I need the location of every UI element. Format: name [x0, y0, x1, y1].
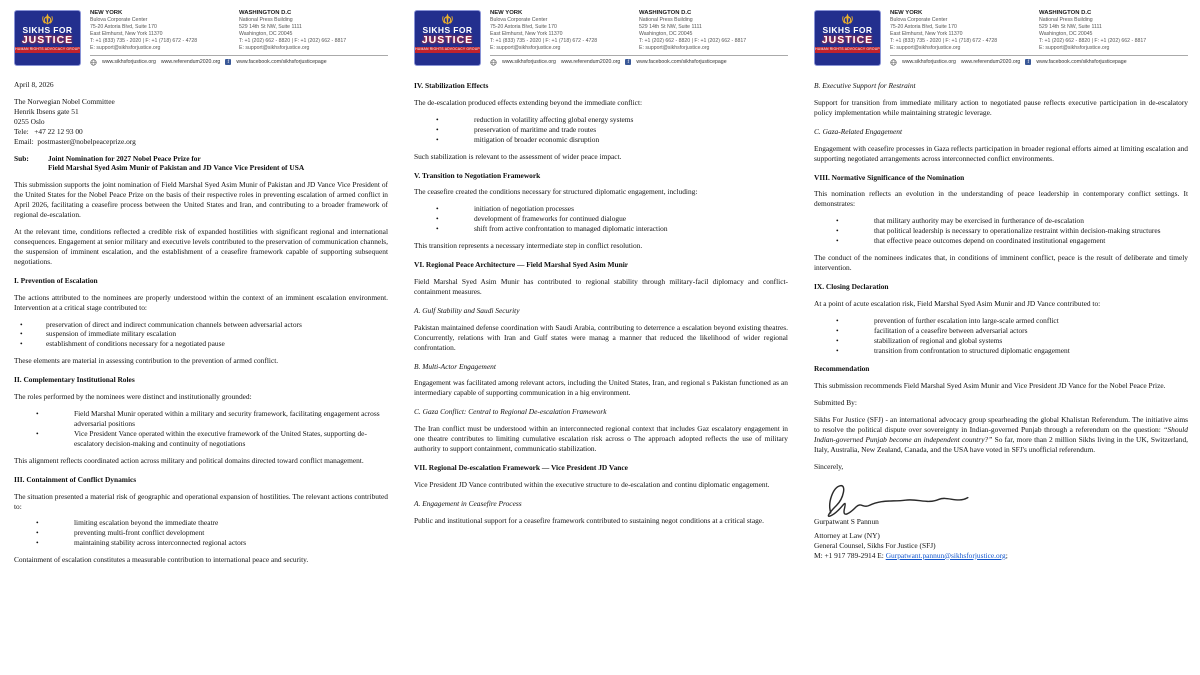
subsection-heading: A. Gulf Stability and Saudi Security: [414, 305, 520, 315]
address-line: E: support@sikhsforjustice.org: [490, 45, 561, 52]
office-title: NEW YORK: [890, 10, 923, 16]
paragraph: Containment of escalation constitutes a measurable contribution to international peace and security.: [14, 555, 309, 565]
washington-office-address: [239, 10, 388, 52]
logo-text-line2: JUSTICE: [421, 33, 474, 46]
paragraph: The situation presented a material risk of geographic and operational expansion of hostilities. The relevant actions contributed to:: [14, 491, 388, 511]
bullet-item: [14, 329, 388, 339]
bullet-item: [14, 538, 388, 548]
contact-text: ;: [1005, 550, 1008, 560]
website-url[interactable]: www.referendum2020.org: [560, 59, 621, 66]
address-line: E: support@sikhsforjustice.org: [639, 45, 710, 52]
subject-text: [48, 154, 304, 174]
bullet-text: that political leadership is necessary to operationalize restraint within decision-making structures: [874, 226, 1161, 236]
letter-body: [14, 80, 388, 565]
bullet-text: Field Marshal Munir operated within a military and security framework, facilitating engagement across adversarial positions: [74, 409, 380, 428]
bullet-text: suspension of immediate military escalation: [46, 329, 177, 339]
address-line: E: support@sikhsforjustice.org: [239, 45, 310, 52]
bullet-list: [814, 216, 1188, 246]
subject-text-line: Joint Nomination for 2027 Nobel Peace Prize for: [48, 153, 201, 163]
logo-banner-text: HUMAN RIGHTS ADVOCACY GROUP: [15, 46, 80, 51]
bullet-text: facilitation of a ceasefire between adversarial actors: [874, 325, 1028, 335]
section-heading: VI. Regional Peace Architecture — Field Marshal Syed Asim Munir: [414, 260, 629, 270]
address-line: National Press Building: [639, 17, 693, 23]
bullet-item: [14, 528, 388, 538]
logo-text-line1: SIKHS FOR: [422, 25, 473, 35]
bullet-item: [414, 125, 788, 135]
section-heading: II. Complementary Institutional Roles: [14, 375, 135, 385]
signer-title-line: General Counsel, Sikhs For Justice (SFJ): [814, 540, 936, 550]
section-heading: III. Containment of Conflict Dynamics: [14, 474, 137, 484]
address-line: Washington, DC 20045: [239, 31, 293, 38]
bullet-marker: •: [436, 124, 439, 134]
address-line: The Norwegian Nobel Committee: [14, 96, 115, 106]
newyork-office-address: [90, 10, 239, 52]
bullet-text: that military authority may be exercised in furtherance of de-escalation: [874, 216, 1084, 226]
bullet-marker: •: [36, 428, 39, 438]
address-line: T: +1 (202) 662 - 8820 | F: +1 (202) 662 - 8817: [639, 38, 747, 45]
office-title: WASHINGTON D.C: [639, 10, 692, 16]
bullet-marker: •: [436, 134, 439, 144]
bullet-item: [814, 226, 1188, 236]
website-row: [490, 55, 788, 66]
website-url[interactable]: www.facebook.com/sikhsforjusticepage: [236, 59, 327, 66]
logo-text-line2: JUSTICE: [821, 33, 874, 46]
paragraph: The actions attributed to the nominees are properly understood within the context of an imminent escalation environment. Intervention at a critical stage contributed to:: [14, 292, 388, 312]
website-url[interactable]: www.referendum2020.org: [960, 59, 1021, 66]
paragraph: Pakistan maintained defense coordination with Saudi Arabia, contributing to deterrence a escalation beyond existing theatres. Concurrently, relations with Iran and Gulf states were manag a manner that reduced the likelihood of wider regional confrontation.: [414, 322, 788, 352]
paragraph: This nomination reflects an evolution in the understanding of peace leadership in contemporary conflict settings. It demonstrates:: [814, 189, 1188, 209]
letter-page-1: [0, 0, 400, 675]
website-url[interactable]: www.facebook.com/sikhsforjusticepage: [1036, 59, 1127, 66]
bullet-marker: •: [836, 335, 839, 345]
paragraph: Public and institutional support for a ceasefire framework contributed to sustaining negot conditions at a critical stage.: [414, 515, 764, 525]
section-heading: V. Transition to Negotiation Framework: [414, 170, 541, 180]
bullet-item: [414, 204, 788, 214]
subsection-heading: B. Executive Support for Restraint: [814, 81, 916, 90]
bullet-item: [14, 518, 388, 528]
logo-text-line1: SIKHS FOR: [822, 25, 873, 35]
section-heading: I. Prevention of Escalation: [14, 275, 98, 285]
website-row: [90, 55, 388, 66]
signer-block: [814, 517, 1188, 561]
address-line: E: support@sikhsforjustice.org: [90, 45, 161, 52]
email-link[interactable]: Gurpatwant.pannun@sikhsforjustice.org: [885, 550, 1006, 560]
facebook-icon: f: [1025, 59, 1031, 65]
logo-text-line1: SIKHS FOR: [22, 25, 73, 35]
bullet-text: preservation of direct and indirect communication channels between adversarial actors: [46, 319, 302, 329]
paragraph: Field Marshal Syed Asim Munir has contributed to regional stability through military-facil diplomacy and conflict-containment measures.: [414, 276, 788, 296]
sfj-logo: [14, 10, 81, 66]
bullet-text: establishment of conditions necessary for a negotiated pause: [46, 339, 225, 349]
website-row: [890, 55, 1188, 66]
letterhead: [414, 10, 788, 72]
bullet-marker: •: [436, 114, 439, 124]
bullet-item: [814, 236, 1188, 246]
address-line: T: +1 (833) 735 - 2020 | F: +1 (718) 672 - 4728: [90, 38, 198, 45]
bullet-text: development of frameworks for continued dialogue: [474, 214, 627, 224]
globe-icon: [90, 59, 97, 66]
bullet-text: Vice President Vance operated within the executive framework of the United States, supporting de-escalatory decision-making and continuity of negotiations: [74, 428, 367, 448]
bullet-text: maintaining stability across interconnected regional actors: [74, 538, 247, 548]
logo-banner-text: HUMAN RIGHTS ADVOCACY GROUP: [815, 46, 880, 51]
facebook-icon: f: [225, 59, 231, 65]
letter-page-2: [400, 0, 800, 675]
paragraph: Engagement with ceasefire processes in Gaza reflects participation in broader regional efforts aimed at limiting escalation and supporting negotiated arrangements across interconnected conflict environments.: [814, 143, 1188, 163]
website-url[interactable]: www.sikhsforjustice.org: [902, 59, 956, 66]
subsection-heading: B. Multi-Actor Engagement: [414, 361, 496, 371]
paragraph: At a point of acute escalation risk, Field Marshal Syed Asim Munir and JD Vance contributed to:: [814, 298, 1101, 308]
address-line: 529 14th St NW, Suite 1111: [639, 24, 702, 31]
paragraph: At the relevant time, conditions reflected a credible risk of expanded hostilities with significant regional and international consequences. Engagement at senior military and executive levels contributed to the preservation of communication channels, the suspension of imminent escalation, and the establishment of a ceasefire framework capable of supporting subsequent negotiations.: [14, 227, 388, 266]
address-line: 75-20 Astoria Blvd, Suite 170: [490, 24, 557, 31]
section-heading: Recommendation: [814, 364, 870, 374]
bullet-marker: •: [36, 409, 39, 419]
website-url[interactable]: www.referendum2020.org: [160, 59, 221, 66]
bullet-item: [414, 224, 788, 234]
bullet-marker: •: [836, 325, 839, 335]
bullet-item: [814, 216, 1188, 226]
text-segment: Sikhs For Justice (SFJ) - an international advocacy group spearheading the global Khalistan Referendum. The initiative aims to resolve the political dispute over sovereignty in Indian-governed Punjab through a referendum on the question:: [814, 415, 1188, 435]
office-title: NEW YORK: [490, 10, 523, 16]
date-line: April 8, 2026: [14, 80, 54, 89]
paragraph: This submission recommends Field Marshal Syed Asim Munir and Vice President JD Vance for the Nobel Peace Prize.: [814, 381, 1166, 391]
address-line: National Press Building: [1039, 17, 1093, 23]
address-line: Bulova Corporate Center: [890, 17, 948, 23]
bullet-list: [14, 518, 388, 548]
letterhead: [814, 10, 1188, 72]
subsection-heading: C. Gaza Conflict: Central to Regional De-escalation Framework: [414, 407, 607, 417]
address-line: Tele: +47 22 12 93 00: [14, 126, 83, 136]
bullet-item: [814, 346, 1188, 356]
paragraph: Vice President JD Vance contributed within the executive structure to de-escalation and continu diplomatic engagement.: [414, 479, 770, 489]
bullet-list: [414, 115, 788, 145]
address-line: T: +1 (833) 735 - 2020 | F: +1 (718) 672 - 4728: [490, 38, 598, 45]
subsection-heading: A. Engagement in Ceasefire Process: [414, 498, 522, 508]
website-url[interactable]: www.sikhsforjustice.org: [502, 59, 556, 66]
bullet-marker: •: [836, 216, 839, 226]
letter-page-3: [800, 0, 1200, 675]
bullet-marker: •: [36, 538, 39, 548]
contact-text: M: +1 917 789-2914 E:: [814, 550, 886, 560]
recipient-address: [14, 97, 388, 147]
address-line: T: +1 (202) 662 - 8820 | F: +1 (202) 662 - 8817: [239, 38, 347, 45]
address-line: 75-20 Astoria Blvd, Suite 170: [890, 24, 957, 31]
signer-name: Gurpatwant S Pannun: [814, 516, 879, 526]
paragraph: This submission supports the joint nomination of Field Marshal Syed Asim Munir of Pakistan and JD Vance Vice President of the United States for the Nobel Peace Prize on the basis of their respective roles in preventing escalation of armed conflict in April 2026, facilitating a ceasefire process between the United States and Iran, and contributing to a broader framework of regional de-escalation.: [14, 180, 388, 220]
address-line: 529 14th St NW, Suite 1111: [239, 24, 302, 31]
paragraph: The conduct of the nominees indicates that, in conditions of imminent conflict, peace is the result of deliberate and timely intervention.: [814, 253, 1188, 272]
bullet-marker: •: [436, 224, 439, 234]
bullet-marker: •: [836, 236, 839, 246]
address-line: Bulova Corporate Center: [90, 17, 148, 23]
bullet-text: limiting escalation beyond the immediate theatre: [74, 518, 219, 528]
washington-office-address: [1039, 10, 1188, 52]
bullet-text: preventing multi-front conflict development: [74, 528, 205, 538]
closing-salutation: Sincerely,: [814, 461, 844, 471]
bullet-list: [814, 316, 1188, 356]
letterhead-right: [90, 10, 388, 66]
bullet-text: prevention of further escalation into large-scale armed conflict: [874, 315, 1059, 325]
address-line: E: support@sikhsforjustice.org: [890, 45, 961, 52]
bullet-item: [414, 115, 788, 125]
address-line: 529 14th St NW, Suite 1111: [1039, 24, 1102, 31]
bullet-item: [14, 339, 388, 349]
bullet-text: that effective peace outcomes depend on coordinated institutional engagement: [874, 236, 1106, 246]
address-line: E: support@sikhsforjustice.org: [1039, 45, 1110, 52]
newyork-office-address: [490, 10, 639, 52]
signer-title-line: Attorney at Law (NY): [814, 530, 880, 540]
facebook-icon: f: [625, 59, 631, 65]
sfj-logo: [414, 10, 481, 66]
bullet-item: [814, 326, 1188, 336]
address-line: T: +1 (833) 735 - 2020 | F: +1 (718) 672 - 4728: [890, 38, 998, 45]
address-line: Email: postmaster@nobelpeaceprize.org: [14, 136, 136, 146]
address-line: East Elmhurst, New York 11370: [890, 31, 963, 38]
globe-icon: [890, 59, 897, 66]
bullet-marker: •: [836, 345, 839, 355]
bullet-item: [414, 135, 788, 145]
bullet-text: stabilization of regional and global systems: [874, 335, 1003, 345]
subject-label: Sub:: [14, 153, 29, 163]
bullet-list: [414, 204, 788, 234]
logo-text-line2: JUSTICE: [21, 33, 74, 46]
bullet-item: [814, 316, 1188, 326]
bullet-item: [14, 320, 388, 330]
address-line: East Elmhurst, New York 11370: [490, 31, 563, 38]
letter-body: [414, 81, 788, 526]
section-heading: IX. Closing Declaration: [814, 281, 889, 291]
bullet-marker: •: [436, 214, 439, 224]
bullet-marker: •: [20, 339, 23, 349]
office-title: WASHINGTON D.C: [1039, 10, 1092, 16]
bullet-text: transition from confrontation to structured diplomatic engagement: [874, 345, 1070, 355]
bullet-marker: •: [36, 528, 39, 538]
subject-text-line: Field Marshal Syed Asim Munir of Pakistan and JD Vance Vice President of USA: [48, 163, 305, 173]
website-url[interactable]: www.facebook.com/sikhsforjusticepage: [636, 59, 727, 66]
washington-office-address: [639, 10, 788, 52]
letterhead: [14, 10, 388, 72]
bullet-list: [14, 320, 388, 350]
bullet-text: mitigation of broader economic disruption: [474, 134, 600, 144]
website-url[interactable]: www.sikhsforjustice.org: [102, 59, 156, 66]
bullet-marker: •: [836, 315, 839, 325]
text-segment: “Should Indian-governed Punjab become an independent country?”: [814, 425, 1188, 445]
paragraph: The Iran conflict must be understood within an interconnected regional context that includes Gaz escalatory engagement in one theatre contributes to limiting cumulative escalation risk across o The approach adopted reflects the use of military authority to support containment, communicatio stabilization.: [414, 424, 788, 454]
section-heading: VII. Regional De-escalation Framework — Vice President JD Vance: [414, 462, 628, 472]
newyork-office-address: [890, 10, 1039, 52]
address-line: 75-20 Astoria Blvd, Suite 170: [90, 24, 157, 31]
paragraph: The roles performed by the nominees were distinct and institutionally grounded:: [14, 392, 252, 402]
paragraph: The de-escalation produced effects extending beyond the immediate conflict:: [414, 97, 643, 107]
text-segment: So far, more than 2 million Sikhs living in the UK, Switzerland, Italy, Australia, New Zealand, Canada, and the USA have voted in SFJ's unofficial referendum.: [814, 435, 1188, 454]
paragraph: Such stabilization is relevant to the assessment of wider peace impact.: [414, 151, 622, 161]
letterhead-right: [490, 10, 788, 66]
logo-banner-text: HUMAN RIGHTS ADVOCACY GROUP: [415, 46, 480, 51]
paragraph: Engagement was facilitated among relevant actors, including the United States, Iran, and regional s Pakistan functioned as an intermediary capable of supporting communication in a hig environment.: [414, 378, 788, 398]
address-line: Henrik Ibsens gate 51: [14, 106, 79, 116]
submitted-by-line: Submitted By:: [814, 398, 857, 408]
address-line: T: +1 (202) 662 - 8820 | F: +1 (202) 662 - 8817: [1039, 38, 1147, 45]
bullet-marker: •: [36, 518, 39, 528]
address-line: 0255 Oslo: [14, 116, 45, 126]
bullet-marker: •: [20, 319, 23, 329]
address-line: Bulova Corporate Center: [490, 17, 548, 23]
globe-icon: [490, 59, 497, 66]
section-heading: VIII. Normative Significance of the Nomination: [814, 172, 965, 182]
bullet-text: reduction in volatility affecting global energy systems: [474, 114, 634, 124]
sfj-logo: [814, 10, 881, 66]
address-line: National Press Building: [239, 17, 293, 23]
paragraph: This transition represents a necessary intermediate step in conflict resolution.: [414, 241, 643, 251]
bullet-text: preservation of maritime and trade routes: [474, 124, 597, 134]
bullet-marker: •: [20, 329, 23, 339]
letterhead-right: [890, 10, 1188, 66]
bullet-marker: •: [436, 204, 439, 214]
letter-body: [814, 81, 1188, 561]
office-title: WASHINGTON D.C: [239, 10, 292, 16]
bullet-item: [14, 409, 388, 429]
bullet-item: [14, 429, 388, 449]
bullet-list: [14, 409, 388, 449]
address-line: Washington, DC 20045: [639, 31, 693, 38]
bullet-item: [814, 336, 1188, 346]
office-title: NEW YORK: [90, 10, 123, 16]
bullet-text: initiation of negotiation processes: [474, 204, 574, 214]
paragraph: These elements are material in assessing contribution to the prevention of armed conflict.: [14, 356, 279, 366]
subject-line: [14, 154, 388, 174]
bullet-item: [414, 214, 788, 224]
paragraph: [814, 415, 1188, 455]
bullet-text: shift from active confrontation to managed diplomatic interaction: [474, 224, 668, 234]
section-heading: IV. Stabilization Effects: [414, 81, 489, 90]
address-line: East Elmhurst, New York 11370: [90, 31, 163, 38]
paragraph: This alignment reflects coordinated action across military and political domains directed toward conflict management.: [14, 455, 364, 465]
bullet-marker: •: [836, 226, 839, 236]
address-line: Washington, DC 20045: [1039, 31, 1093, 38]
signer-contact-line: [814, 551, 1188, 561]
paragraph: Support for transition from immediate military action to negotiated pause reflects executive participation in de-escalatory policy implementation while maintaining strategic leverage.: [814, 97, 1188, 117]
paragraph: The ceasefire created the conditions necessary for structured diplomatic engagement, including:: [414, 187, 698, 197]
subsection-heading: C. Gaza-Related Engagement: [814, 126, 903, 136]
